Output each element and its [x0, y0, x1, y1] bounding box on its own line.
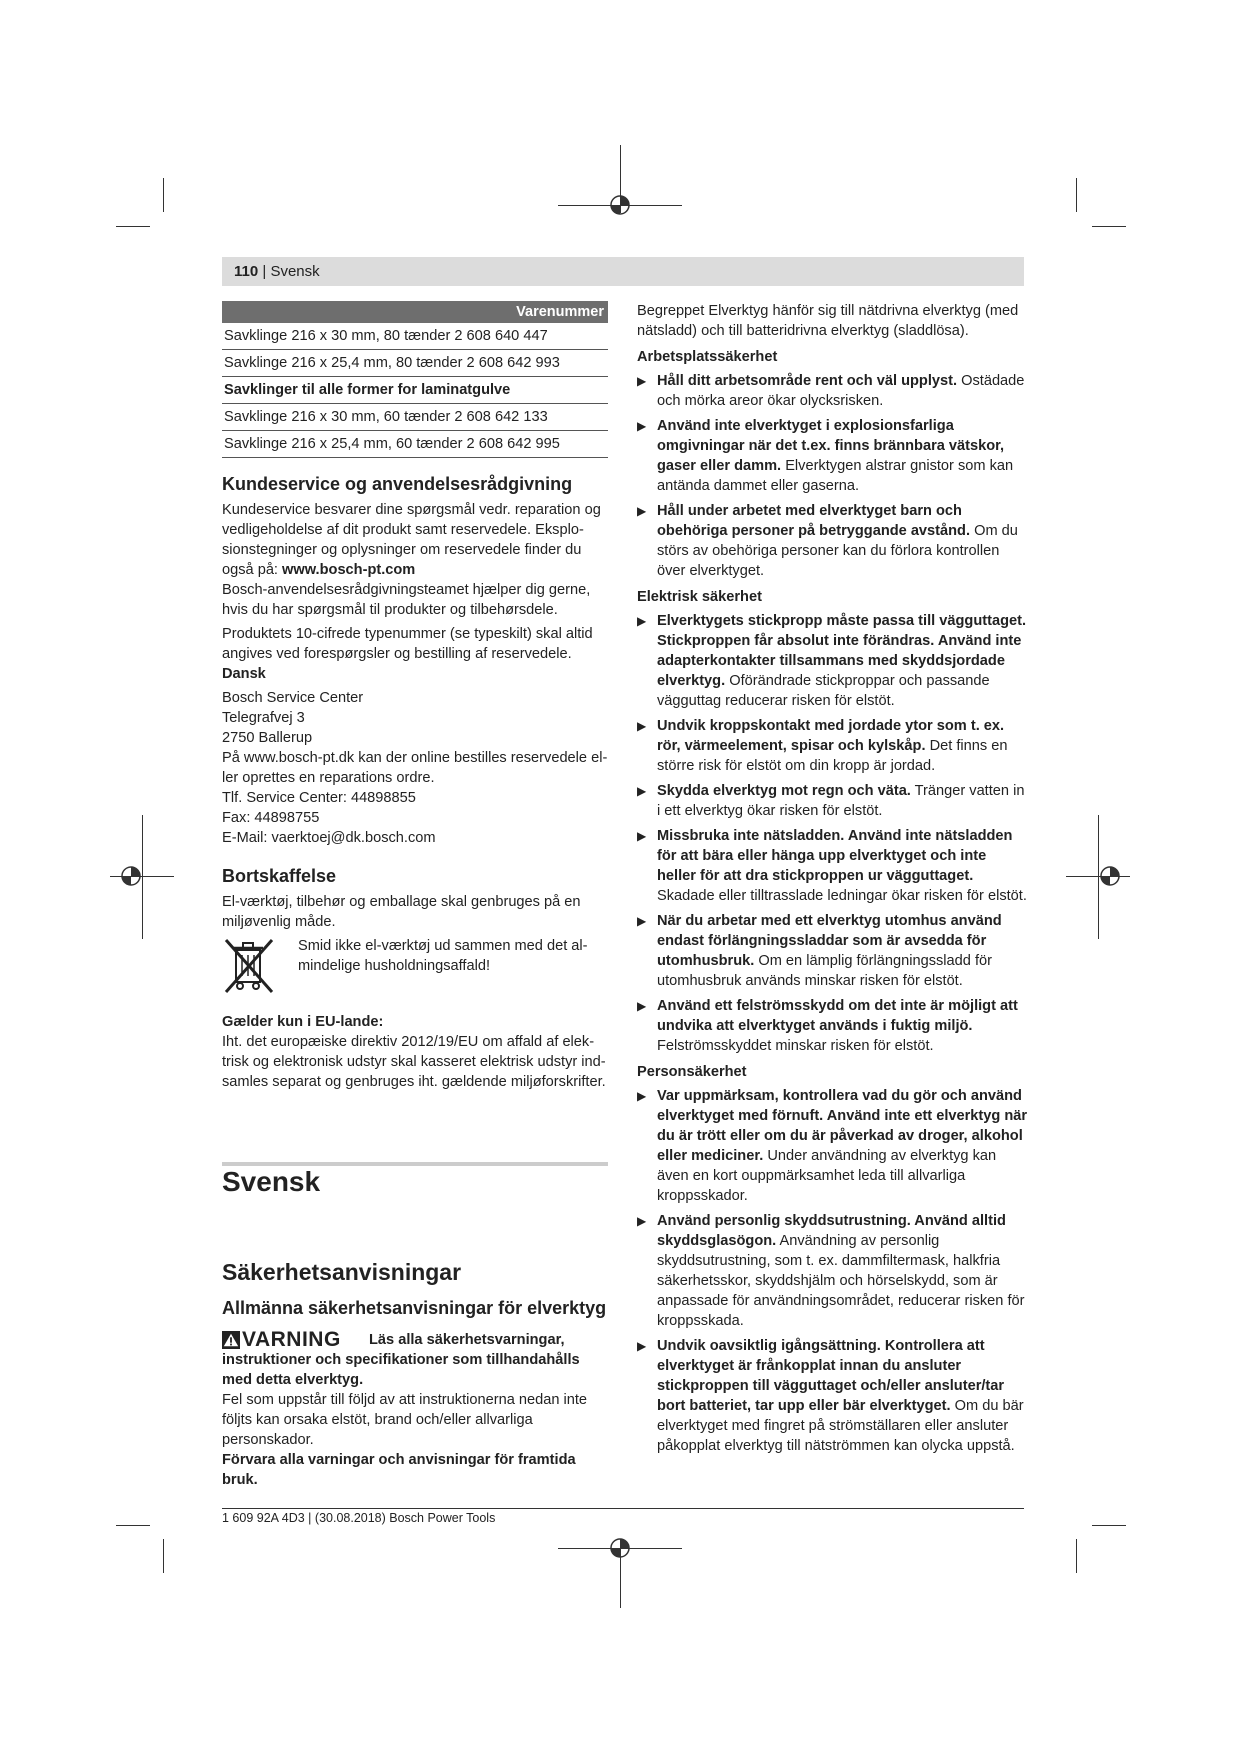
bullet-arrow-icon: ▶ [637, 504, 647, 518]
kundeservice-paragraph [222, 500, 608, 580]
page-header-text: 110 | Svensk [234, 263, 320, 280]
eu-only-heading: Gælder kun i EU-lande: [222, 1014, 384, 1030]
page-footer: 1 609 92A 4D3 | (30.08.2018) Bosch Power Tools [222, 1511, 496, 1525]
bullet-text: Om en lämplig förlängningssladd för utomhusbruk används minskar risken för elstöt. [657, 953, 992, 989]
warning-text: Fel som uppstår till följd av att instruktionerna nedan inte följts kan orsaka elstöt, brand och/eller allvarliga personskador. [222, 1392, 588, 1448]
section-heading-arbetsplats: Arbetsplatssäkerhet [637, 349, 778, 365]
phone-number: Tlf. Service Center: 44898855 [222, 790, 416, 806]
warning-bold-text: Läs alla säkerhetsvarningar, instruktioner och specifikationer som tillhandahålls med detta elverktyg. [222, 1332, 580, 1388]
eu-directive-text: Iht. det europæiske direktiv 2012/19/EU om affald af elektrisk og elektronisk udstyr skal kasseret elektrisk udstyr indsamles separat og genbruges iht. gældende miljøforskrifter. [222, 1034, 606, 1090]
fax-number: Fax: 44898755 [222, 810, 320, 826]
table-row-group-header: Savklinger til alle former for laminatgulve [222, 377, 608, 404]
intro-paragraph: Begreppet Elverktyg hänför sig till nätdrivna elverktyg (med nätsladd) och till batteridrivna elverktyg (sladdlösa). [637, 303, 1019, 339]
bullet-text: Oförändrade stickproppar och passande vägguttag reducerar risken för elstöt. [657, 673, 990, 709]
address-line: 2750 Ballerup [222, 730, 313, 746]
bullet-bold: Använd personlig skyddsutrustning. Använd alltid skyddsglasögon. [657, 1213, 1006, 1249]
email-address: E-Mail: vaerktoej@dk.bosch.com [222, 830, 436, 846]
svensk-section [222, 1162, 608, 1197]
bullet-bold: Använd inte elverktyget i explosionsfarliga omgivningar när det t.ex. finns brännbara vätskor, gaser eller damm. [657, 418, 1005, 474]
bullet-bold: Missbruka inte nätsladden. Använd inte nätsladden för att bära eller hänga upp elverktyget och inte heller för att dra stickproppen ur vägguttaget. [657, 828, 1013, 884]
bullet-bold: Skydda elverktyg mot regn och väta. [657, 783, 911, 799]
svensk-heading: Svensk [222, 1166, 321, 1197]
table-row: Savklinge 216 x 30 mm, 60 tænder 2 608 642 133 [222, 404, 608, 431]
bullet-arrow-icon: ▶ [637, 784, 647, 798]
kundeservice-advice: Bosch-anvendelsesrådgivningsteamet hjælper dig gerne, hvis du har spørgsmål til produkter og tilbehørsdele. [222, 582, 591, 618]
bortskaffelse-heading: Bortskaffelse [222, 866, 337, 886]
bullet-arrow-icon: ▶ [637, 719, 647, 733]
bullet-item [637, 371, 1029, 411]
weee-notice [222, 936, 608, 1002]
section-heading-elektrisk: Elektrisk säkerhet [637, 589, 762, 605]
footer-rule [222, 1508, 1024, 1509]
online-order-text: På www.bosch-pt.dk kan der online bestilles reservedele eller oprettes en reparations ordre. [222, 750, 608, 786]
bullet-item [637, 1336, 1029, 1456]
warning-keep-text: Förvara alla varningar och anvisningar för framtida bruk. [222, 1452, 576, 1488]
bullet-text: Det finns en större risk för elstöt om din kropp är jordad. [657, 738, 1008, 774]
bullet-bold: Undvik kroppskontakt med jordade ytor som t. ex. rör, värmeelement, spisar och kylskåp. [657, 718, 1005, 754]
bullet-item [637, 911, 1029, 991]
bullet-text: Ostädade och mörka areor ökar olycksrisken. [657, 373, 1025, 409]
service-address [222, 688, 608, 848]
register-mark-top-icon [607, 192, 633, 218]
section-heading-person: Personsäkerhet [637, 1064, 747, 1080]
page-number: 110 [234, 263, 259, 280]
page-header [222, 257, 1024, 286]
bullet-text: Elverktygen alstrar gnistor som kan antända dammet eller gaserna. [657, 458, 1014, 494]
bullet-item [637, 1086, 1029, 1206]
register-mark-bottom-icon [607, 1535, 633, 1561]
kundeservice-text: Kundeservice besvarer dine spørgsmål vedr. reparation og vedligeholdelse af dit produkt samt reservedele. Eksplosionstegninger og oplysninger om reservedele finder du også på: [222, 502, 601, 578]
bullet-arrow-icon: ▶ [637, 374, 647, 388]
bullet-item [637, 716, 1029, 776]
bin-warning-text: Smid ikke el-værktøj ud sammen med det almindelige husholdningsaffald! [298, 938, 588, 974]
address-line: Telegrafvej 3 [222, 710, 305, 726]
address-line: Bosch Service Center [222, 690, 364, 706]
bullet-bold: Håll under arbetet med elverktyget barn och obehöriga personer på betryggande avstånd. [657, 503, 971, 539]
bullet-bold: Var uppmärksam, kontrollera vad du gör och använd elverktyget med förnuft. Använd inte ett elverktyg när du är trött eller om du är påverkad av droger, alkohol eller mediciner. [657, 1088, 1028, 1164]
right-column [637, 301, 1029, 1461]
sakerhet-heading: Säkerhetsanvisningar [222, 1259, 462, 1285]
bullet-text: Användning av personlig skyddsutrustning, som t. ex. dammfiltermask, halkfria säkerhetsskor, skyddshjälm och hörselskydd, som är anpassade för användningsområdet, reducerar risken för kroppsskada. [657, 1233, 1025, 1329]
bullet-arrow-icon: ▶ [637, 829, 647, 843]
bullet-item [637, 996, 1029, 1056]
bosch-link[interactable]: www.bosch-pt.com [282, 562, 416, 578]
warning-triangle-icon [222, 1331, 240, 1349]
bullet-bold: Undvik oavsiktlig igångsättning. Kontrollera att elverktyget är frånkopplat innan du ansluter stickproppen till vägguttaget och/eller ansluter/tar bort batteriet, tar upp eller bär elverktyget. [657, 1338, 1005, 1414]
bullet-text: Felströmsskyddet minskar risken för elstöt. [657, 1038, 934, 1054]
left-column [222, 301, 608, 1490]
bullet-bold: När du arbetar med ett elverktyg utomhus använd endast förlängningssladdar som är avsedda för utomhusbruk. [657, 913, 1002, 969]
warning-badge [222, 1330, 341, 1350]
bullet-text: Tränger vatten in i ett elverktyg ökar risken för elstöt. [657, 783, 1025, 819]
bullet-arrow-icon: ▶ [637, 614, 647, 628]
page-section: Svensk [270, 263, 320, 280]
crossed-bin-icon [222, 936, 276, 996]
allmanna-heading: Allmänna säkerhetsanvisningar för elverktyg [222, 1298, 607, 1318]
bullet-text: Skadade eller tilltrasslade ledningar ökar risken för elstöt. [657, 888, 1027, 904]
kundeservice-heading: Kundeservice og anvendelsesrådgivning [222, 474, 573, 494]
bullet-arrow-icon: ▶ [637, 999, 647, 1013]
kundeservice-typenumber: Produktets 10-cifrede typenummer (se typeskilt) skal altid angives ved forespørgsler og bestilling af reservedele. [222, 626, 593, 662]
table-row: Savklinge 216 x 25,4 mm, 80 tænder 2 608 642 993 [222, 350, 608, 377]
warning-block [222, 1330, 608, 1490]
bullet-text: Under användning av elverktyg kan även en kort ouppmärksamhet leda till allvarliga kroppsskador. [657, 1148, 997, 1204]
bullet-bold: Använd ett felströmsskydd om det inte är möjligt att undvika att elverktyget används i fuktig miljö. [657, 998, 1018, 1034]
bullet-item [637, 1211, 1029, 1331]
bullet-arrow-icon: ▶ [637, 1214, 647, 1228]
table-row: Savklinge 216 x 25,4 mm, 60 tænder 2 608 642 995 [222, 431, 608, 458]
bullet-item [637, 501, 1029, 581]
bullet-arrow-icon: ▶ [637, 914, 647, 928]
bullet-item [637, 781, 1029, 821]
warning-label: VARNING [242, 1328, 341, 1351]
register-mark-right-icon [1097, 863, 1123, 889]
bullet-bold: Elverktygets stickpropp måste passa till vägguttaget. Stickproppen får absolut inte förändras. Använd inte adapterkontakter tillsammans med skyddsjordade elverktyg. [657, 613, 1027, 689]
table-header: Varenummer [222, 301, 608, 323]
bullet-text: Om du bär elverktyget med fingret på strömställaren eller ansluter påkopplat elverktyg till nätströmmen kan olycka uppstå. [657, 1398, 1024, 1454]
bullet-arrow-icon: ▶ [637, 1339, 647, 1353]
bortskaffelse-paragraph: El-værktøj, tilbehør og emballage skal genbruges på en miljøvenlig måde. [222, 894, 581, 930]
country-label: Dansk [222, 666, 266, 682]
bullet-text: Om du störs av obehöriga personer kan du förlora kontrollen över elverktyget. [657, 523, 1018, 579]
bullet-arrow-icon: ▶ [637, 1089, 647, 1103]
parts-table [222, 301, 608, 458]
bullet-item [637, 416, 1029, 496]
register-mark-left-icon [118, 863, 144, 889]
bullet-item [637, 611, 1029, 711]
table-row: Savklinge 216 x 30 mm, 80 tænder 2 608 640 447 [222, 323, 608, 350]
bullet-bold: Håll ditt arbetsområde rent och väl upplyst. [657, 373, 958, 389]
bullet-item [637, 826, 1029, 906]
bullet-arrow-icon: ▶ [637, 419, 647, 433]
